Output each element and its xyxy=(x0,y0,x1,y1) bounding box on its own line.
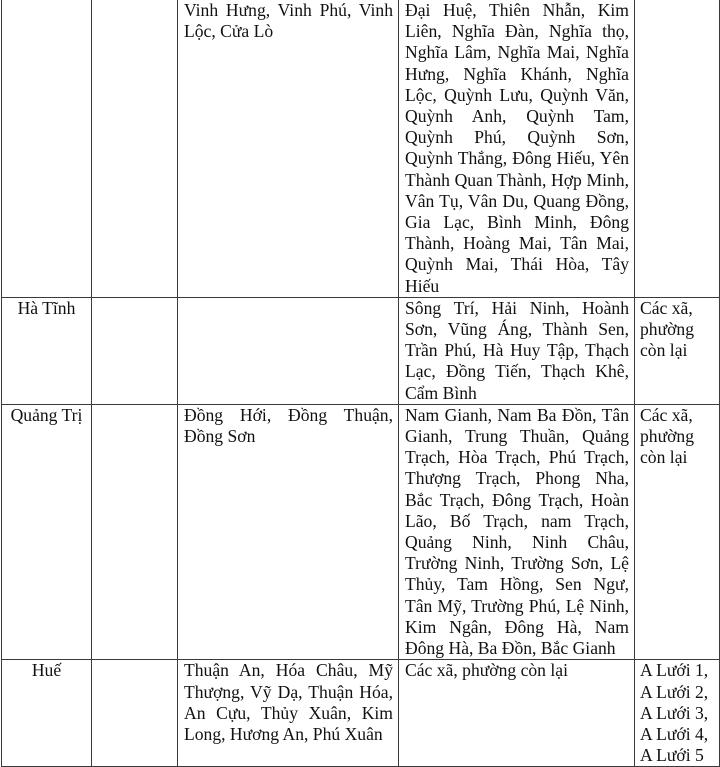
column-d-cell: Nam Gianh, Nam Ba Đồn, Tân Gianh, Trung Thuần, Quảng Trạch, Hòa Trạch, Phú Trạch, Thượng Trạch, Phong Nha, Bắc Trạch, Đông Trạch, Hoàn Lão, Bố Trạch, nam Trạch, Quảng Ninh, Ninh Châu, Trường Ninh, Trường Sơn, Lệ Thủy, Tam Hồng, Sen Ngư, Tân Mỹ, Trường Phú, Lệ Ninh, Kim Ngân, Đông Hà, Nam Đông Hà, Ba Đồn, Bắc Gianh xyxy=(399,404,635,659)
column-c-cell: Thuận An, Hóa Châu, Mỹ Thượng, Vỹ Dạ, Thuận Hóa, An Cựu, Thủy Xuân, Kim Long, Hương An, Phú Xuân xyxy=(178,660,399,767)
column-b-cell xyxy=(92,297,178,404)
column-e-cell: A Lưới 1, A Lưới 2, A Lưới 3, A Lưới 4, A Lưới 5 xyxy=(635,660,720,767)
province-cell: Huế xyxy=(2,660,92,767)
column-d-cell: Các xã, phường còn lại xyxy=(399,660,635,767)
table-row-nghe-an-continued xyxy=(2,0,720,297)
column-c-cell: Đồng Hới, Đồng Thuận, Đồng Sơn xyxy=(178,404,399,659)
region-classification-table xyxy=(1,0,720,767)
table-row-hue xyxy=(2,660,720,767)
column-e-cell: Các xã, phường còn lại xyxy=(635,404,720,659)
column-b-cell xyxy=(92,660,178,767)
table-row-ha-tinh xyxy=(2,297,720,404)
province-cell: Quảng Trị xyxy=(2,404,92,659)
column-c-cell xyxy=(178,297,399,404)
province-cell xyxy=(2,0,92,297)
province-cell: Hà Tĩnh xyxy=(2,297,92,404)
column-c-cell: Vinh Hưng, Vinh Phú, Vinh Lộc, Cửa Lò xyxy=(178,0,399,297)
column-d-cell: Sông Trí, Hải Ninh, Hoành Sơn, Vũng Áng, Thành Sen, Trần Phú, Hà Huy Tập, Thạch Lạc, Đồng Tiến, Thạch Khê, Cẩm Bình xyxy=(399,297,635,404)
column-e-cell: Các xã, phường còn lại xyxy=(635,297,720,404)
column-e-cell xyxy=(635,0,720,297)
column-b-cell xyxy=(92,404,178,659)
table-row-quang-tri xyxy=(2,404,720,659)
column-d-cell: Đại Huệ, Thiên Nhẫn, Kim Liên, Nghĩa Đàn, Nghĩa thọ, Nghĩa Lâm, Nghĩa Mai, Nghĩa Hưng, Nghĩa Khánh, Nghĩa Lộc, Quỳnh Lưu, Quỳnh Văn, Quỳnh Anh, Quỳnh Tam, Quỳnh Phú, Quỳnh Sơn, Quỳnh Thắng, Đông Hiếu, Yên Thành Quan Thành, Hợp Minh, Vân Tụ, Vân Du, Quang Đồng, Gia Lạc, Bình Minh, Đông Thành, Hoàng Mai, Tân Mai, Quỳnh Mai, Thái Hòa, Tây Hiếu xyxy=(399,0,635,297)
column-b-cell xyxy=(92,0,178,297)
